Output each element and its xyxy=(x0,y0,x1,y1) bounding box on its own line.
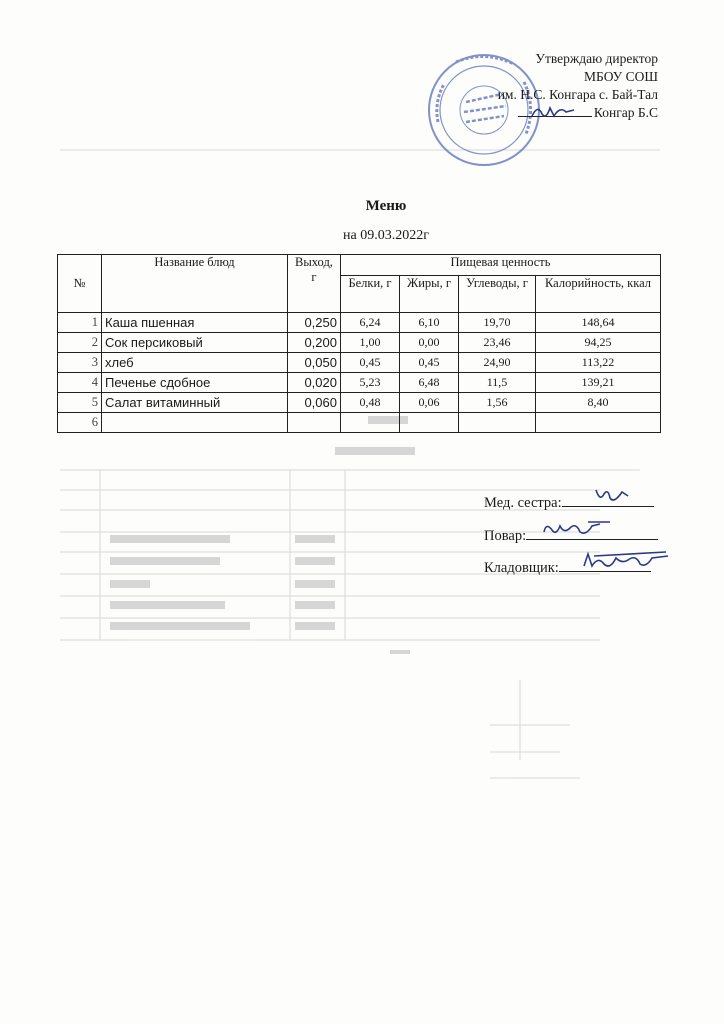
approval-title: Утверждаю директор xyxy=(535,51,658,66)
dish-carbs xyxy=(459,413,536,433)
dish-output: 0,020 xyxy=(288,373,341,393)
dish-protein: 0,45 xyxy=(341,353,400,373)
dish-calories: 113,22 xyxy=(536,353,661,373)
menu-date: на 09.03.2022г xyxy=(343,228,429,243)
row-num: 4 xyxy=(58,373,102,393)
column-header-fat: Жиры, г xyxy=(400,276,459,313)
dish-protein: 5,23 xyxy=(341,373,400,393)
row-num: 5 xyxy=(58,393,102,413)
table-row xyxy=(58,413,661,433)
dish-calories xyxy=(536,413,661,433)
dish-fat: 6,48 xyxy=(400,373,459,393)
table-row xyxy=(58,313,661,333)
nurse-label: Мед. сестра: xyxy=(484,495,562,511)
dish-output: 0,050 xyxy=(288,353,341,373)
dish-fat: 0,00 xyxy=(400,333,459,353)
column-header-calories: Калорийность, ккал xyxy=(536,276,661,313)
column-header-nutrition: Пищевая ценность xyxy=(341,255,661,276)
dish-calories: 94,25 xyxy=(536,333,661,353)
approval-school: МБОУ СОШ xyxy=(584,69,658,84)
storekeeper-signature xyxy=(580,548,672,574)
dish-protein: 6,24 xyxy=(341,313,400,333)
director-signature xyxy=(528,100,588,122)
cook-label: Повар: xyxy=(484,528,527,544)
table-row xyxy=(58,373,661,393)
cook-signature xyxy=(540,518,614,542)
dish-fat: 0,45 xyxy=(400,353,459,373)
approval-director-name: Конгар Б.С xyxy=(593,105,658,120)
dish-calories: 148,64 xyxy=(536,313,661,333)
row-num: 6 xyxy=(58,413,102,433)
column-header-num: № xyxy=(58,255,102,313)
header-row-top xyxy=(58,255,661,276)
dish-name: Печенье сдобное xyxy=(102,373,288,393)
row-num: 2 xyxy=(58,333,102,353)
dish-protein: 0,48 xyxy=(341,393,400,413)
table-row xyxy=(58,393,661,413)
dish-fat xyxy=(400,413,459,433)
column-header-name: Название блюд xyxy=(102,255,288,313)
table-row xyxy=(58,353,661,373)
menu-table xyxy=(57,254,661,433)
dish-name xyxy=(102,413,288,433)
dish-protein xyxy=(341,413,400,433)
dish-calories: 139,21 xyxy=(536,373,661,393)
row-num: 3 xyxy=(58,353,102,373)
dish-carbs: 23,46 xyxy=(459,333,536,353)
dish-output: 0,060 xyxy=(288,393,341,413)
dish-fat: 0,06 xyxy=(400,393,459,413)
dish-protein: 1,00 xyxy=(341,333,400,353)
column-header-output: Выход, г xyxy=(288,255,341,313)
dish-carbs: 19,70 xyxy=(459,313,536,333)
dish-name: хлеб xyxy=(102,353,288,373)
dish-carbs: 11,5 xyxy=(459,373,536,393)
column-header-protein: Белки, г xyxy=(341,276,400,313)
dish-name: Сок персиковый xyxy=(102,333,288,353)
page-title: Меню xyxy=(365,198,407,214)
table-row xyxy=(58,333,661,353)
dish-carbs: 24,90 xyxy=(459,353,536,373)
dish-calories: 8,40 xyxy=(536,393,661,413)
dish-name: Салат витаминный xyxy=(102,393,288,413)
dish-output xyxy=(288,413,341,433)
dish-fat: 6,10 xyxy=(400,313,459,333)
dish-name: Каша пшенная xyxy=(102,313,288,333)
dish-output: 0,250 xyxy=(288,313,341,333)
nurse-signature xyxy=(592,484,632,506)
row-num: 1 xyxy=(58,313,102,333)
storekeeper-label: Кладовщик: xyxy=(484,560,559,576)
approval-school-name: им. Н.С. Конгара с. Бай-Тал xyxy=(497,87,658,102)
dish-output: 0,200 xyxy=(288,333,341,353)
column-header-carbs: Углеводы, г xyxy=(459,276,536,313)
dish-carbs: 1,56 xyxy=(459,393,536,413)
